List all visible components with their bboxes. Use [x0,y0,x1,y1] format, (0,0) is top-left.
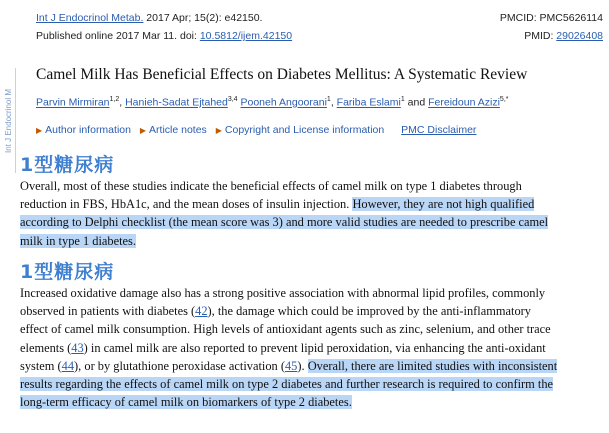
pmc-disclaimer-link[interactable]: PMC Disclaimer [401,124,477,136]
article-title: Camel Milk Has Beneficial Effects on Diabetes Mellitus: A Systematic Review [36,66,528,83]
paragraph-text: Increased oxidative damage also has a strong positive association with abnormal lipid profiles, commonly observed in patients with diabetes ( [20,286,546,319]
journal-side-tab[interactable]: Int J Endocrinol M [3,68,16,173]
highlighted-text: However, they are not high qualified according to Delphi checklist (the mean score was 3) and more valid studies are needed to prescribe camel milk in type 1 diabetes. [20,197,549,248]
pmid-link[interactable]: 29026408 [556,30,603,42]
reference-link[interactable]: 45 [284,358,298,373]
author-separator: , [330,96,337,109]
author-link[interactable]: Fariba Eslami [336,96,401,109]
highlighted-text: Overall, there are limited studies with inconsistent results regarding the effects of camel milk on type 2 diabetes and further research is required to confirm the long-term efficacy of camel milk on biomarkers of type 2 diabetes. [20,358,558,410]
author-link[interactable]: Pooneh Angoorani [240,96,327,109]
author-affiliation: 5,* [499,96,509,103]
pmid-line [524,30,603,42]
journal-details: 2017 Apr; 15(2): e42150. [143,12,263,24]
author-link[interactable]: Fereidoun Azizi [428,96,500,109]
author-affiliation: 1,2 [109,96,120,103]
citation-line [36,12,262,24]
pmcid: PMCID: PMC5626114 [499,12,603,24]
paragraph-text: ). [297,358,308,373]
author-affiliation: 3,4 [227,96,238,103]
reference-link[interactable]: 42 [195,304,208,319]
paragraph-text: ), or by glutathione peroxidase activation ( [74,358,285,373]
section-heading: 1型糖尿病 [20,261,115,283]
copyright-toggle[interactable]: Copyright and License information [224,124,385,136]
pmid-label: PMID: [524,30,557,42]
published-line [36,30,292,42]
reference-link[interactable]: 44 [61,358,75,373]
author-link[interactable]: Parvin Mirmiran [36,96,110,109]
section-paragraph [20,177,560,250]
expand-triangle-icon: ▶ [215,126,222,135]
author-affiliation: 1 [400,96,405,103]
doi-link[interactable]: 10.5812/ijem.42150 [199,30,293,42]
published-label: Published online 2017 Mar 11. doi: [36,30,200,42]
author-separator: , [119,96,126,109]
section-heading: 1型糖尿病 [20,154,115,176]
article-notes-toggle[interactable]: Article notes [149,124,207,136]
paragraph-text: ), the damage which could be improved by the anti-inflammatory effect of camel milk consumption. High levels of antioxidant agents such as zinc, selenium, and other trace elements ( [20,304,551,355]
paragraph-text: ) in camel milk are also reported to prevent lipid peroxidation, via enhancing the anti-oxidant system ( [20,340,546,373]
author-list [36,96,508,109]
expand-triangle-icon: ▶ [36,126,43,135]
article-info-nav [36,124,476,136]
reference-link[interactable]: 43 [71,340,84,355]
journal-link[interactable]: Int J Endocrinol Metab. [36,12,144,24]
author-information-toggle[interactable]: Author information [45,124,131,136]
author-affiliation: 1 [326,96,331,103]
expand-triangle-icon: ▶ [139,126,147,135]
author-link[interactable]: Hanieh-Sadat Ejtahed [125,96,228,109]
paragraph-text: Overall, most of these studies indicate the beneficial effects of camel milk on type 1 diabetes through reduction in FBS, HbA1c, and the mean doses of insulin injection. [20,179,522,212]
author-separator: and [404,96,429,109]
section-paragraph [20,284,560,411]
